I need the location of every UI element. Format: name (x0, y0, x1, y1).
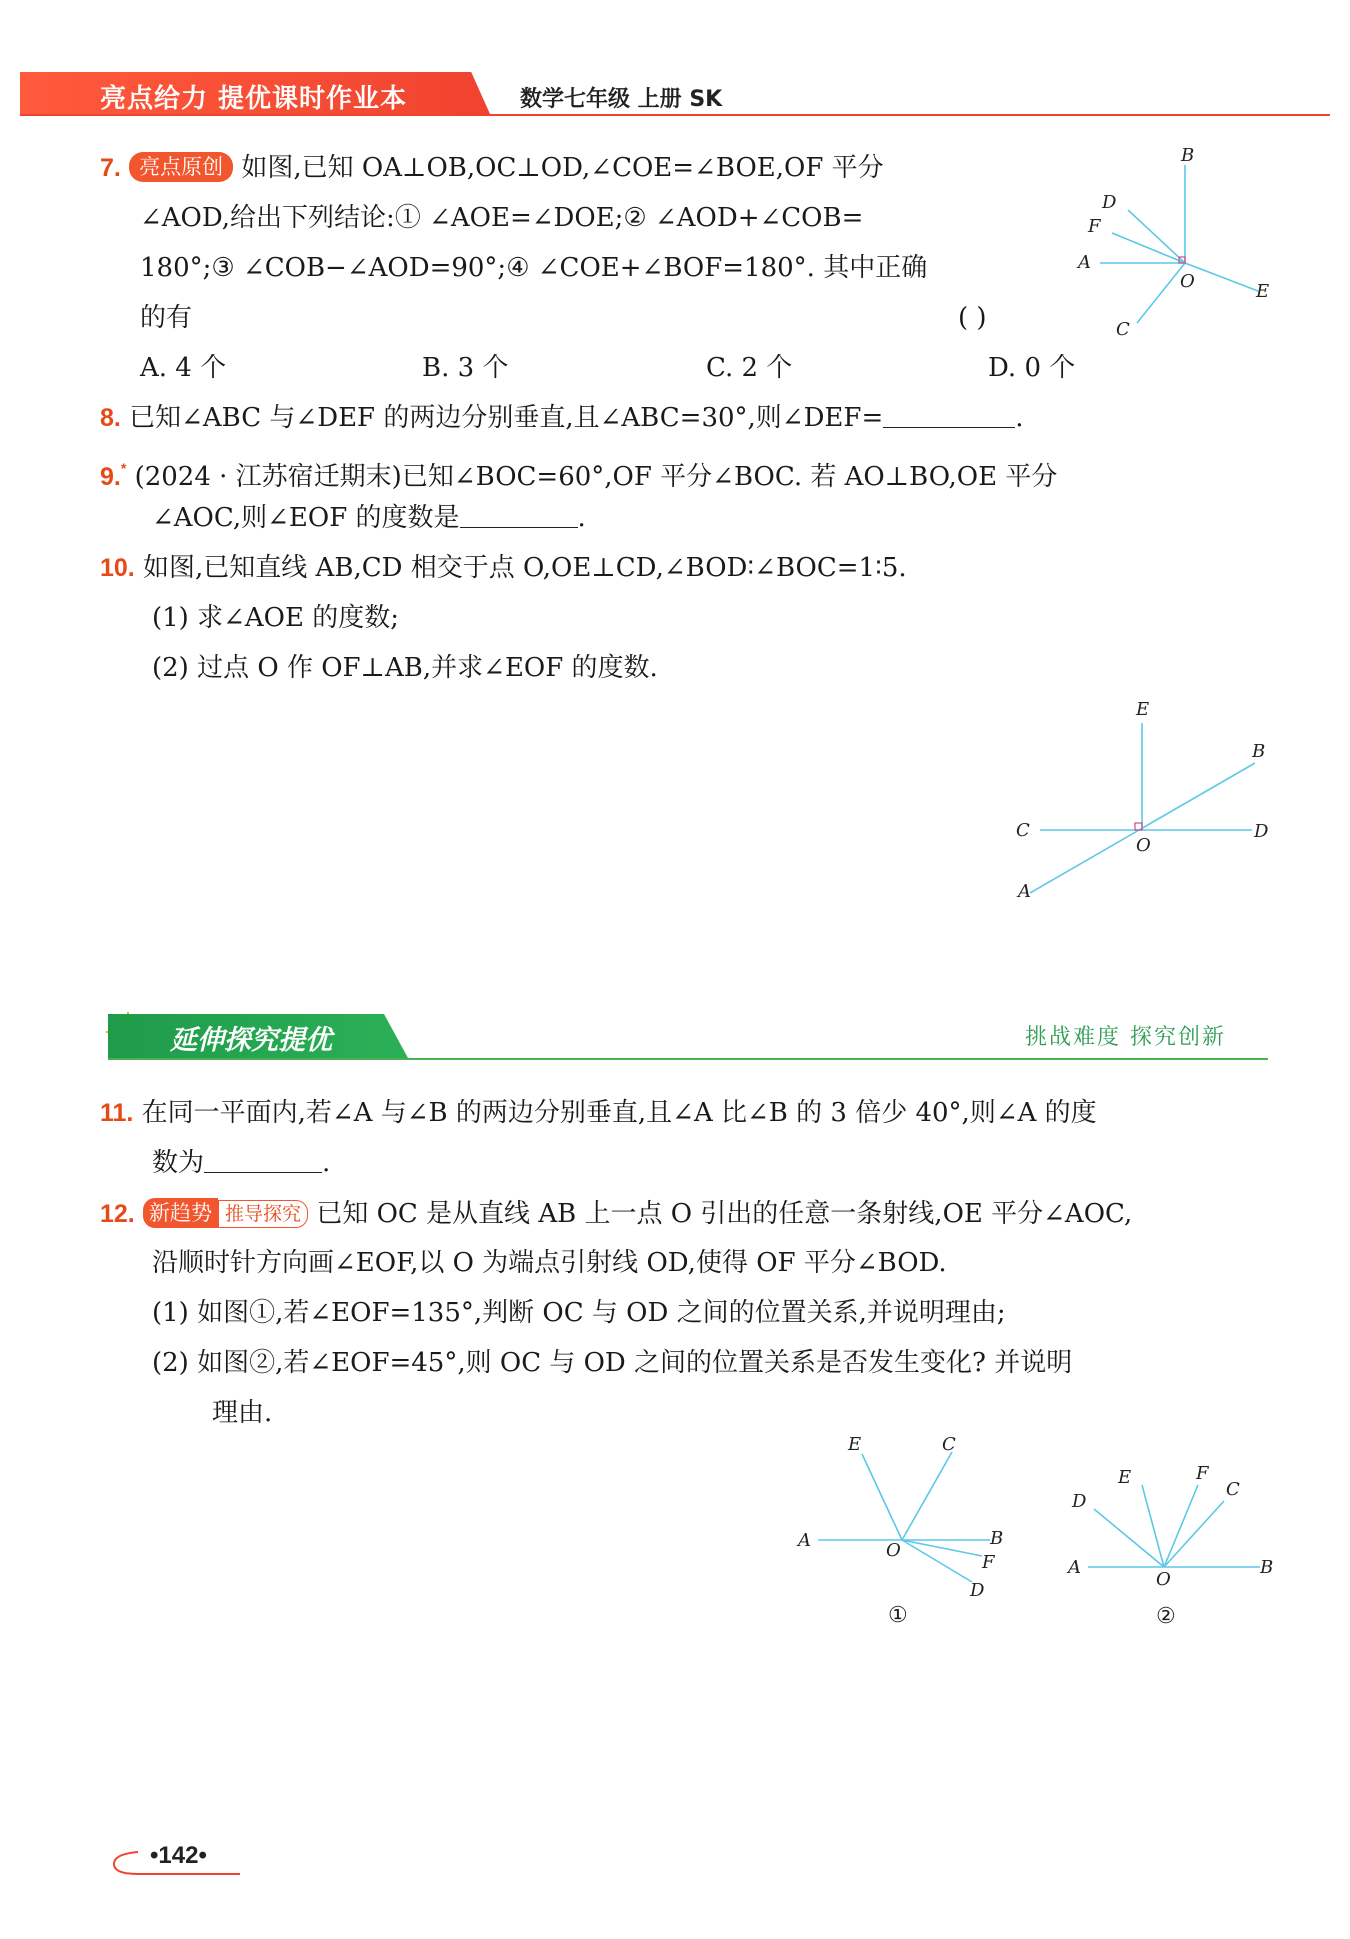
q12-badge-trend: 新趋势 (143, 1198, 218, 1228)
q12-fig1-caption: ① (888, 1603, 908, 1628)
q9-text-line2: ∠AOC,则∠EOF 的度数是 (152, 503, 460, 533)
q12-fig1-label-e: E (848, 1434, 862, 1455)
q8-end: . (1015, 403, 1024, 433)
q10-sub1: (1) 求∠AOE 的度数; (152, 603, 399, 633)
q10-label-o: O (1136, 835, 1151, 856)
q12-fig1-label-c: C (942, 1434, 956, 1455)
q7-option-b[interactable]: B. 3 个 (422, 353, 509, 383)
section-divider (108, 1058, 1268, 1060)
q7-label-a: A (1078, 252, 1091, 273)
q9-star: * (120, 460, 127, 476)
q12-fig2-caption: ② (1156, 1604, 1176, 1629)
q7-line1 (100, 152, 884, 183)
q12-sub2: (2) 如图②,若∠EOF=45°,则 OC 与 OD 之间的位置关系是否发生变化? 并说明 (152, 1348, 1073, 1378)
section-tagline: 挑战难度 探究创新 (1025, 1025, 1226, 1050)
q7-text-line1: 如图,已知 OA⊥OB,OC⊥OD,∠COE=∠BOE,OF 平分 (241, 153, 884, 183)
q7-text-line4: 的有 (140, 303, 193, 333)
q8-line (100, 403, 1024, 433)
q12-fig2-label-c: C (1226, 1479, 1240, 1500)
header-divider (20, 114, 1330, 116)
q7-number: 7. (100, 154, 121, 182)
q12-fig1-label-a: A (798, 1530, 811, 1551)
q7-text-line3: 180°;③ ∠COB−∠AOD=90°;④ ∠COE+∠BOF=180°. 其中正确 (140, 253, 928, 283)
subject-label: 数学七年级 上册 SK (520, 87, 723, 112)
q7-label-f: F (1088, 216, 1101, 237)
q12-sub1: (1) 如图①,若∠EOF=135°,判断 OC 与 OD 之间的位置关系,并说明理由; (152, 1298, 1006, 1328)
q9-line1 (100, 453, 1057, 492)
q7-text-line2: ∠AOD,给出下列结论:① ∠AOE=∠DOE;② ∠AOD+∠COB= (140, 203, 864, 233)
q10-label-e: E (1136, 699, 1150, 720)
q7-label-o: O (1180, 271, 1195, 292)
q12-fig2-label-f: F (1196, 1463, 1209, 1484)
q8-answer-blank[interactable] (883, 405, 1015, 428)
q10-figure (1000, 695, 1290, 915)
section-title: 延伸探究提优 (170, 1025, 332, 1056)
q7-answer-paren: ( ) (958, 303, 987, 333)
q12-fig2-label-a: A (1068, 1557, 1081, 1578)
q11-answer-blank[interactable] (204, 1150, 322, 1173)
q12-number: 12. (100, 1200, 135, 1228)
q11-text-line2: 数为 (152, 1148, 205, 1178)
q9-number: 9. (100, 463, 121, 491)
q10-label-a: A (1018, 881, 1031, 902)
q11-line1 (100, 1098, 1097, 1128)
q12-fig2-label-b: B (1260, 1557, 1274, 1578)
q11-line2 (152, 1148, 330, 1178)
q11-number: 11. (100, 1099, 134, 1127)
q10-label-b: B (1252, 741, 1266, 762)
q10-label-c: C (1016, 820, 1030, 841)
q12-fig1-label-b: B (990, 1528, 1004, 1549)
q10-label-d: D (1254, 821, 1269, 842)
q12-fig1-label-o: O (886, 1540, 901, 1561)
q7-label-e: E (1256, 281, 1270, 302)
q7-label-c: C (1116, 319, 1130, 340)
q11-text-line1: 在同一平面内,若∠A 与∠B 的两边分别垂直,且∠A 比∠B 的 3 倍少 40°,则∠A 的度 (141, 1098, 1097, 1128)
series-title: 亮点给力 提优课时作业本 (100, 84, 408, 114)
q12-fig2-label-d: D (1072, 1491, 1087, 1512)
q12-text-line1: 已知 OC 是从直线 AB 上一点 O 引出的任意一条射线,OE 平分∠AOC, (316, 1199, 1133, 1229)
q12-fig1-label-f: F (982, 1552, 995, 1573)
q9-end: . (577, 503, 586, 533)
q8-number: 8. (100, 404, 121, 432)
q12-fig1-label-d: D (970, 1580, 985, 1601)
q7-label-b: B (1181, 145, 1195, 166)
q12-badge-derive: 推导探究 (218, 1200, 308, 1228)
q7-badge: 亮点原创 (129, 152, 233, 182)
q10-sub2: (2) 过点 O 作 OF⊥AB,并求∠EOF 的度数. (152, 653, 658, 683)
q9-line2 (152, 503, 586, 533)
q7-figure (1070, 145, 1290, 345)
q7-option-a[interactable]: A. 4 个 (140, 353, 227, 383)
q7-option-d[interactable]: D. 0 个 (988, 353, 1076, 383)
q12-line1 (100, 1198, 1132, 1229)
q12-sub2b: 理由. (212, 1398, 273, 1428)
q9-text-line1: (2024 · 江苏宿迁期末)已知∠BOC=60°,OF 平分∠BOC. 若 AO⊥BO,OE 平分 (134, 462, 1058, 492)
q10-line1 (100, 553, 907, 583)
q7-label-d: D (1102, 192, 1117, 213)
q12-fig2-label-e: E (1118, 1467, 1132, 1488)
q7-option-c[interactable]: C. 2 个 (706, 353, 793, 383)
q12-figure-2 (1060, 1455, 1290, 1635)
page-number: •142• (150, 1842, 207, 1869)
q8-text: 已知∠ABC 与∠DEF 的两边分别垂直,且∠ABC=30°,则∠DEF= (129, 403, 884, 433)
q12-text-line2: 沿顺时针方向画∠EOF,以 O 为端点引射线 OD,使得 OF 平分∠BOD. (152, 1248, 947, 1278)
q12-fig2-label-o: O (1156, 1569, 1171, 1590)
q10-text-line1: 如图,已知直线 AB,CD 相交于点 O,OE⊥CD,∠BOD∶∠BOC=1∶5. (143, 553, 907, 583)
q11-end: . (322, 1148, 331, 1178)
q9-answer-blank[interactable] (460, 505, 578, 528)
q10-number: 10. (100, 554, 135, 582)
q12-figure-1 (790, 1430, 1020, 1630)
